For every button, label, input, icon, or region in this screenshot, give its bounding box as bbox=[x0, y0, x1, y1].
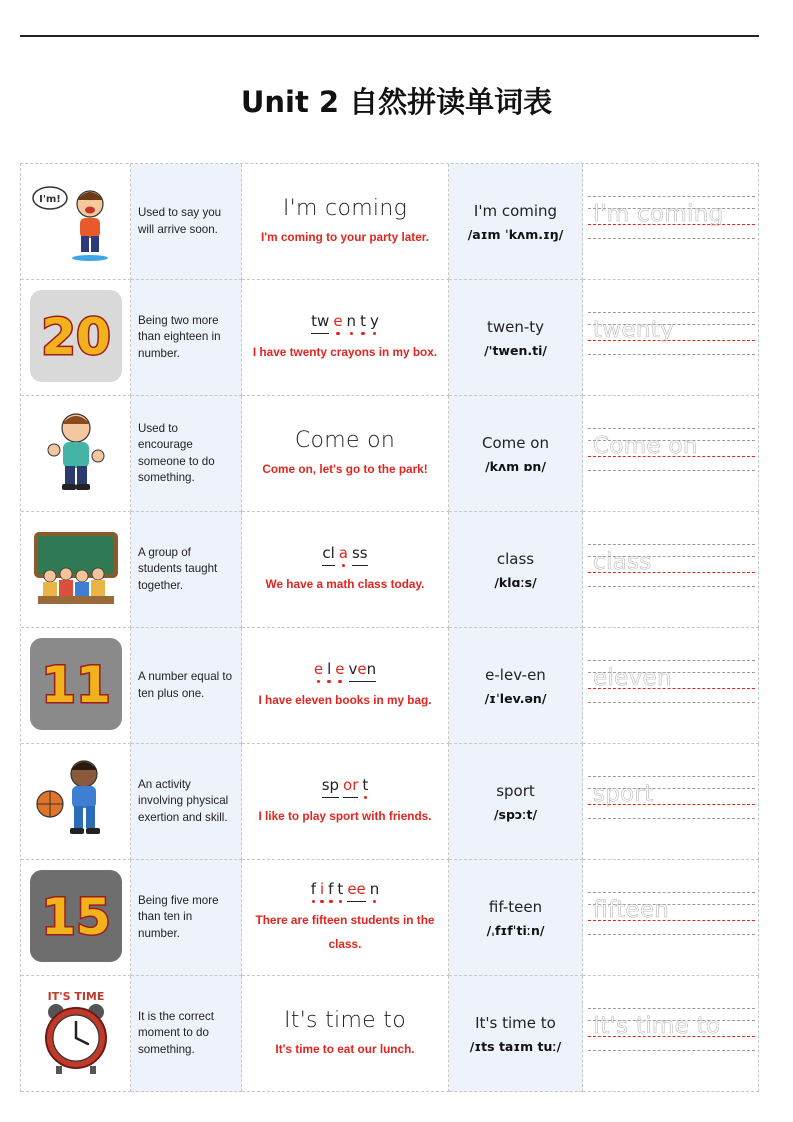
picture-cell bbox=[21, 744, 131, 860]
picture-cell bbox=[21, 396, 131, 512]
svg-text:IT'S TIME: IT'S TIME bbox=[47, 989, 104, 1003]
ipa-text: /ɪts taɪm tuː/ bbox=[469, 1039, 562, 1054]
phonics-cell bbox=[242, 628, 449, 744]
phonics-letters: n bbox=[346, 311, 357, 330]
tracing-cell bbox=[583, 164, 759, 280]
phonics-unit bbox=[347, 880, 365, 906]
phonics-unit bbox=[333, 312, 342, 338]
picture-cell bbox=[21, 280, 131, 396]
ipa-text: /ˌfɪfˈtiːn/ bbox=[486, 923, 545, 938]
number-15-icon bbox=[28, 868, 124, 968]
phonics-cell bbox=[242, 860, 449, 976]
word-row bbox=[21, 628, 759, 744]
sound-dot bbox=[311, 898, 316, 906]
sound-dot bbox=[339, 562, 348, 570]
ipa-text: /'twen.ti/ bbox=[484, 343, 547, 358]
phonics-cell bbox=[242, 744, 449, 860]
phonics-breakdown bbox=[312, 660, 378, 686]
phonics-unit bbox=[370, 312, 379, 338]
phonics-unit bbox=[327, 660, 331, 686]
alarm-clock-icon bbox=[28, 984, 124, 1084]
phonics-unit bbox=[343, 776, 358, 802]
phonics-letters: f bbox=[310, 879, 316, 898]
definition-text: An activity involving physical exertion and skill. bbox=[138, 777, 229, 824]
phonics-unit bbox=[311, 312, 329, 338]
boy-shouting-coming-icon bbox=[28, 172, 124, 272]
example-sentence: We have a math class today. bbox=[265, 576, 425, 591]
word-row bbox=[21, 396, 759, 512]
phonics-letters: or bbox=[343, 775, 359, 794]
phonics-breakdown bbox=[309, 880, 382, 906]
word-row bbox=[21, 512, 759, 628]
definition-cell bbox=[131, 512, 242, 628]
phonics-unit bbox=[360, 312, 366, 338]
ipa-text: /ɪˈlev.ən/ bbox=[484, 691, 547, 706]
word-table bbox=[20, 163, 759, 1092]
phonics-unit bbox=[320, 880, 324, 906]
word-row bbox=[21, 280, 759, 396]
tracing-cell bbox=[583, 396, 759, 512]
classroom-icon bbox=[28, 520, 124, 620]
phonics-letters: y bbox=[369, 311, 379, 330]
phonics-letters: sp bbox=[321, 775, 340, 794]
boy-basketball-icon bbox=[28, 752, 124, 852]
definition-cell bbox=[131, 744, 242, 860]
sound-dot bbox=[333, 330, 342, 338]
example-sentence: There are fifteen students in the class. bbox=[255, 912, 435, 951]
trace-word: eleven bbox=[593, 665, 672, 691]
syllable-text: fif-teen bbox=[488, 898, 543, 916]
tracing-cell bbox=[583, 628, 759, 744]
word-row bbox=[21, 164, 759, 280]
word-row bbox=[21, 860, 759, 976]
ipa-text: /klɑːs/ bbox=[494, 575, 537, 590]
phonics-unit bbox=[339, 544, 348, 570]
top-rule bbox=[20, 35, 759, 37]
phonics-letters: n bbox=[369, 879, 380, 898]
digraph-line bbox=[352, 562, 368, 570]
phonics-letters: f bbox=[328, 879, 334, 898]
example-sentence: I have twenty crayons in my box. bbox=[252, 344, 438, 359]
syllable-text: twen-ty bbox=[486, 318, 545, 336]
phonics-word: I'm coming bbox=[282, 195, 408, 221]
phonics-unit bbox=[349, 660, 377, 686]
example-sentence: I'm coming to your party later. bbox=[261, 229, 429, 244]
phonics-letters: ee bbox=[347, 879, 366, 898]
tracing-cell bbox=[583, 976, 759, 1092]
ipa-text: /kʌm ɒn/ bbox=[485, 459, 546, 474]
phonics-breakdown bbox=[309, 312, 381, 338]
definition-text: It is the correct moment to do something. bbox=[138, 1009, 215, 1056]
phonics-breakdown bbox=[320, 776, 371, 802]
syllable-cell bbox=[449, 744, 583, 860]
svg-text:I'm!: I'm! bbox=[38, 193, 61, 205]
trace-word: I'm coming bbox=[593, 201, 724, 227]
svg-text:11: 11 bbox=[40, 655, 111, 714]
phonics-letters: cl bbox=[322, 543, 335, 562]
trace-word: class bbox=[593, 549, 652, 575]
trace-word: sport bbox=[593, 781, 654, 807]
phonics-letters: t bbox=[360, 311, 366, 330]
phonics-letters: t bbox=[362, 775, 369, 794]
phonics-letters: l bbox=[327, 659, 332, 678]
ipa-text: /spɔːt/ bbox=[493, 807, 538, 822]
definition-cell bbox=[131, 396, 242, 512]
phonics-unit bbox=[337, 880, 343, 906]
definition-cell bbox=[131, 164, 242, 280]
phonics-word: Come on bbox=[294, 427, 396, 453]
phonics-unit bbox=[335, 660, 344, 686]
example-sentence: I like to play sport with friends. bbox=[258, 808, 432, 823]
definition-text: A group of students taught together. bbox=[138, 545, 218, 592]
picture-cell bbox=[21, 628, 131, 744]
phonics-cell bbox=[242, 976, 449, 1092]
phonics-cell bbox=[242, 280, 449, 396]
sound-dot bbox=[370, 330, 379, 338]
sound-dot bbox=[320, 898, 324, 906]
definition-text: Used to say you will arrive soon. bbox=[138, 206, 222, 236]
picture-cell bbox=[21, 164, 131, 280]
phonics-cell bbox=[242, 512, 449, 628]
digraph-line bbox=[311, 330, 329, 338]
digraph-line bbox=[322, 562, 334, 570]
ipa-text: /aɪm ˈkʌm.ɪŋ/ bbox=[467, 227, 564, 242]
sound-dot bbox=[370, 898, 380, 906]
sound-dot bbox=[328, 898, 333, 906]
syllable-cell bbox=[449, 628, 583, 744]
phonics-unit bbox=[347, 312, 357, 338]
syllable-cell bbox=[449, 512, 583, 628]
picture-cell bbox=[21, 976, 131, 1092]
phonics-letters: ven bbox=[348, 659, 377, 678]
phonics-letters: e bbox=[335, 659, 345, 678]
definition-text: Used to encourage someone to do something. bbox=[138, 421, 215, 484]
tracing-cell bbox=[583, 744, 759, 860]
tracing-cell bbox=[583, 512, 759, 628]
syllable-text: class bbox=[496, 550, 535, 568]
trace-word: Come on bbox=[593, 433, 698, 459]
syllable-cell bbox=[449, 280, 583, 396]
tracing-cell bbox=[583, 860, 759, 976]
phonics-letters: e bbox=[313, 659, 324, 678]
syllable-cell bbox=[449, 860, 583, 976]
syllable-cell bbox=[449, 976, 583, 1092]
word-row bbox=[21, 976, 759, 1092]
phonics-unit bbox=[314, 660, 323, 686]
definition-text: Being two more than eighteen in number. bbox=[138, 313, 221, 360]
definition-text: Being five more than ten in number. bbox=[138, 893, 219, 940]
syllable-text: e-lev-en bbox=[485, 666, 546, 684]
phonics-word: It's time to bbox=[283, 1007, 406, 1033]
sound-dot bbox=[314, 678, 323, 686]
example-sentence: Come on, let's go to the park! bbox=[262, 461, 428, 476]
phonics-letters: t bbox=[337, 879, 344, 898]
sound-dot bbox=[347, 330, 357, 338]
phonics-unit bbox=[362, 776, 368, 802]
phonics-letters: ss bbox=[351, 543, 368, 562]
tracing-cell bbox=[583, 280, 759, 396]
phonics-cell bbox=[242, 164, 449, 280]
word-row bbox=[21, 744, 759, 860]
phonics-cell bbox=[242, 396, 449, 512]
phonics-unit bbox=[328, 880, 333, 906]
phonics-breakdown bbox=[320, 544, 369, 570]
syllable-cell bbox=[449, 164, 583, 280]
digraph-line bbox=[349, 678, 377, 686]
syllable-text: sport bbox=[496, 782, 535, 800]
definition-cell bbox=[131, 860, 242, 976]
digraph-line bbox=[347, 898, 365, 906]
sound-dot bbox=[360, 330, 366, 338]
picture-cell bbox=[21, 512, 131, 628]
definition-text: A number equal to ten plus one. bbox=[138, 670, 233, 700]
svg-text:20: 20 bbox=[40, 307, 111, 366]
sound-dot bbox=[362, 794, 368, 802]
trace-word: fifteen bbox=[593, 897, 670, 923]
definition-cell bbox=[131, 976, 242, 1092]
phonics-letters: i bbox=[319, 879, 325, 898]
phonics-unit bbox=[311, 880, 316, 906]
phonics-unit bbox=[322, 776, 339, 802]
phonics-letters: tw bbox=[311, 311, 330, 330]
syllable-cell bbox=[449, 396, 583, 512]
svg-text:15: 15 bbox=[40, 887, 111, 946]
phonics-unit bbox=[370, 880, 380, 906]
example-sentence: It's time to eat our lunch. bbox=[275, 1041, 415, 1056]
definition-cell bbox=[131, 280, 242, 396]
digraph-line bbox=[322, 794, 339, 802]
definition-cell bbox=[131, 628, 242, 744]
sound-dot bbox=[335, 678, 344, 686]
phonics-unit bbox=[352, 544, 368, 570]
sound-dot bbox=[337, 898, 343, 906]
number-20-icon bbox=[28, 288, 124, 388]
syllable-text: It's time to bbox=[475, 1014, 556, 1032]
sound-dot bbox=[327, 678, 331, 686]
phonics-letters: a bbox=[338, 543, 348, 562]
trace-word: It's time to bbox=[593, 1013, 721, 1039]
digraph-line bbox=[343, 794, 358, 802]
phonics-letters: e bbox=[333, 311, 343, 330]
phonics-unit bbox=[322, 544, 334, 570]
syllable-text: I'm coming bbox=[473, 202, 558, 220]
number-11-icon bbox=[28, 636, 124, 736]
trace-word: twenty bbox=[593, 317, 674, 343]
syllable-text: Come on bbox=[482, 434, 549, 452]
page-title: Unit 2 自然拼读单词表 bbox=[240, 85, 553, 119]
example-sentence: I have eleven books in my bag. bbox=[258, 692, 432, 707]
boy-thumbs-up-icon bbox=[28, 404, 124, 504]
picture-cell bbox=[21, 860, 131, 976]
